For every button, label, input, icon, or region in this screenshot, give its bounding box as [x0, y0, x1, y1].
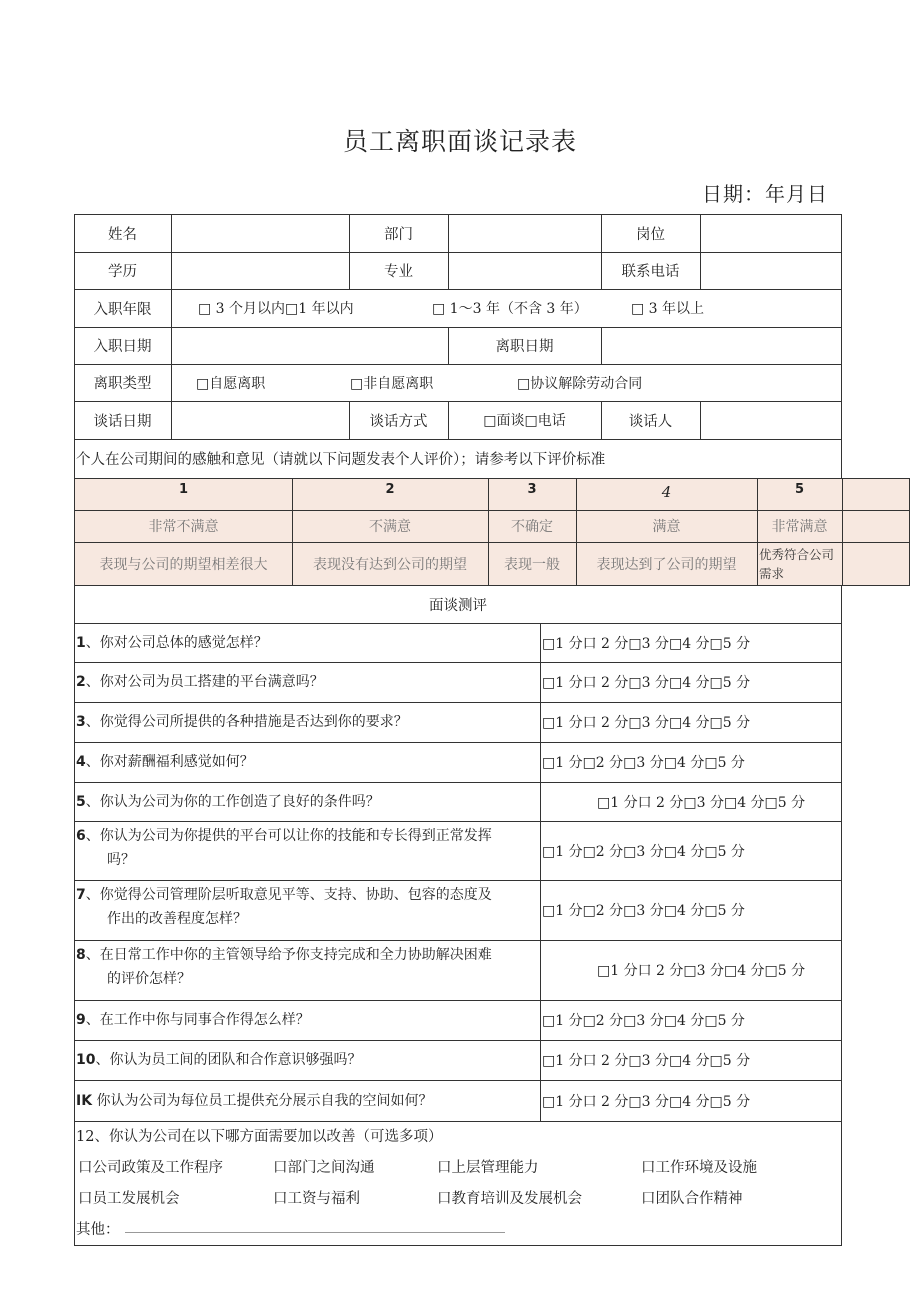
name-label: 姓名 [108, 226, 137, 243]
question-label: 、你认为员工间的团队和合作意识够强吗？ [95, 1052, 362, 1068]
question-number: 10 [76, 1052, 96, 1068]
question-text [76, 940, 538, 1000]
other-label: 其他： [76, 1222, 120, 1238]
scale-desc: 表现没有达到公司的期望 [313, 556, 467, 573]
improve-option[interactable]: 口员工发展机会 [78, 1191, 180, 1207]
talk-date-label: 谈话日期 [93, 413, 152, 430]
scale-level: 满意 [652, 519, 681, 535]
rating-options[interactable]: □1 分□2 分□3 分□4 分□5 分 [542, 1013, 745, 1029]
eval-intro: 个人在公司期间的感触和意见（请就以下问题发表个人评价）；请参考以下评价标准 [76, 452, 606, 468]
question-number: 9 [76, 1012, 86, 1028]
question-number: 5 [76, 793, 86, 810]
scale-desc: 优秀符合公司需求 [759, 546, 835, 581]
edu-field[interactable] [172, 252, 349, 289]
question-label: 、你对薪酬福利感觉如何？ [85, 754, 254, 770]
rating-options[interactable]: □1 分口 2 分□3 分□4 分□5 分 [597, 963, 806, 979]
question-text [76, 821, 538, 880]
scale-level: 不满意 [369, 519, 411, 535]
improve-option[interactable]: 口公司政策及工作程序 [78, 1160, 223, 1176]
talk-method-options[interactable]: □面谈□电话 [483, 413, 566, 429]
scale-level: 非常满意 [771, 519, 828, 535]
improve-option[interactable]: 口上层管理能力 [437, 1160, 539, 1176]
scale-level: 非常不满意 [148, 519, 219, 535]
leave-date-field[interactable] [602, 327, 842, 364]
question-text [76, 880, 538, 940]
rating-options[interactable]: □1 分口 2 分□3 分□4 分□5 分 [542, 1053, 751, 1069]
question-label: 、你觉得公司所提供的各种措施是否达到你的要求？ [85, 714, 408, 730]
leave-date-label: 离职日期 [495, 339, 554, 355]
question-label: 、在工作中你与同事合作得怎么样？ [85, 1012, 310, 1028]
tenure-label: 入职年限 [93, 301, 152, 318]
question-text [76, 1040, 538, 1080]
question-label-cont: 吗？ [107, 852, 135, 868]
dept-label: 部门 [384, 226, 413, 243]
talker-label: 谈话人 [628, 413, 673, 430]
rating-options[interactable]: □1 分口 2 分□3 分□4 分□5 分 [542, 1093, 751, 1110]
position-label: 岗位 [636, 226, 665, 243]
question-number: 2 [76, 674, 86, 690]
question-number: 8 [76, 947, 86, 963]
talk-date-field[interactable] [172, 401, 349, 439]
scale-number: 1 [178, 481, 189, 497]
entry-date-label: 入职日期 [93, 339, 152, 355]
tenure-option-mid[interactable]: □ 1～3 年（不含 3 年） [432, 301, 588, 317]
question-label: 、你对公司为员工搭建的平台满意吗？ [85, 674, 324, 690]
scale-number: 2 [385, 481, 395, 497]
question-text [76, 1000, 538, 1040]
date-label: 日期：年月日 [702, 182, 828, 206]
tenure-option-short[interactable]: □ 3 个月以内□1 年以内 [198, 301, 354, 317]
rating-options[interactable]: □1 分口 2 分□3 分□4 分□5 分 [542, 675, 751, 691]
name-field[interactable] [172, 214, 349, 252]
phone-field[interactable] [701, 252, 842, 289]
rating-options[interactable]: □1 分口 2 分□3 分□4 分□5 分 [542, 715, 751, 731]
question-text [76, 1080, 538, 1121]
major-field[interactable] [449, 252, 601, 289]
improve-option[interactable]: 口工资与福利 [273, 1191, 360, 1207]
question-number: 6 [76, 828, 86, 844]
rating-options[interactable]: □1 分口 2 分□3 分□4 分□5 分 [542, 635, 751, 652]
entry-date-field[interactable] [172, 327, 448, 364]
other-input-line[interactable] [125, 1232, 505, 1233]
section-title: 面谈测评 [429, 597, 487, 614]
improve-option[interactable]: 口团队合作精神 [641, 1191, 743, 1207]
rating-options[interactable]: □1 分□2 分□3 分□4 分□5 分 [542, 903, 745, 919]
position-field[interactable] [701, 214, 842, 252]
scale-desc: 表现与公司的期望相差很大 [99, 556, 268, 573]
dept-field[interactable] [449, 214, 601, 252]
rating-options[interactable]: □1 分□2 分□3 分□4 分□5 分 [542, 843, 745, 860]
improve-option[interactable]: 口教育培训及发展机会 [437, 1191, 582, 1207]
scale-desc: 表现一般 [504, 556, 560, 573]
improve-title: 12、你认为公司在以下哪方面需要加以改善（可选多项） [76, 1129, 443, 1145]
talk-method-label: 谈话方式 [369, 413, 428, 430]
tenure-option-long[interactable]: □ 3 年以上 [631, 301, 705, 317]
leave-type-agreement[interactable]: □协议解除劳动合同 [517, 375, 643, 392]
phone-label: 联系电话 [621, 264, 680, 280]
rating-options[interactable]: □1 分□2 分□3 分□4 分□5 分 [542, 755, 745, 771]
leave-type-involuntary[interactable]: □非自愿离职 [350, 375, 434, 392]
rating-options[interactable]: □1 分口 2 分□3 分□4 分□5 分 [597, 794, 806, 811]
improve-option[interactable]: 口部门之间沟通 [273, 1160, 375, 1176]
question-number: 7 [76, 887, 86, 903]
improve-option[interactable]: 口工作环境及设施 [641, 1160, 757, 1176]
question-label: 你认为公司为每位员工提供充分展示自我的空间如何？ [92, 1092, 433, 1109]
question-number: 1 [76, 634, 86, 651]
question-label: 、在日常工作中你的主管领导给予你支持完成和全力协助解决困难 [85, 947, 492, 963]
question-label: 、你认为公司为你的工作创造了良好的条件吗？ [85, 793, 380, 810]
question-label: 、你对公司总体的感觉怎样？ [85, 634, 268, 651]
question-number: IK [76, 1092, 93, 1109]
question-label: 、你认为公司为你提供的平台可以让你的技能和专长得到正常发挥 [85, 828, 492, 844]
talker-field[interactable] [701, 401, 842, 439]
question-text [76, 702, 538, 742]
major-label: 专业 [384, 264, 413, 280]
leave-type-label: 离职类型 [93, 376, 152, 392]
leave-type-voluntary[interactable]: □自愿离职 [196, 375, 266, 392]
edu-label: 学历 [108, 264, 137, 280]
scale-level: 不确定 [511, 519, 553, 535]
question-label-cont: 作出的改善程度怎样？ [107, 911, 247, 927]
scale-number: 5 [794, 481, 805, 497]
question-number: 3 [76, 714, 86, 730]
question-text [76, 662, 538, 702]
question-number: 4 [76, 754, 86, 770]
scale-number: 4 [661, 483, 672, 501]
question-label: 、你觉得公司管理阶层听取意见平等、支持、协助、包容的态度及 [85, 887, 492, 903]
question-text [76, 782, 538, 821]
question-label-cont: 的评价怎样？ [107, 971, 191, 987]
page-title: 员工离职面谈记录表 [342, 127, 577, 156]
question-text [76, 742, 538, 782]
question-text [76, 623, 538, 662]
scale-desc: 表现达到了公司的期望 [596, 556, 737, 573]
scale-number: 3 [527, 481, 537, 497]
